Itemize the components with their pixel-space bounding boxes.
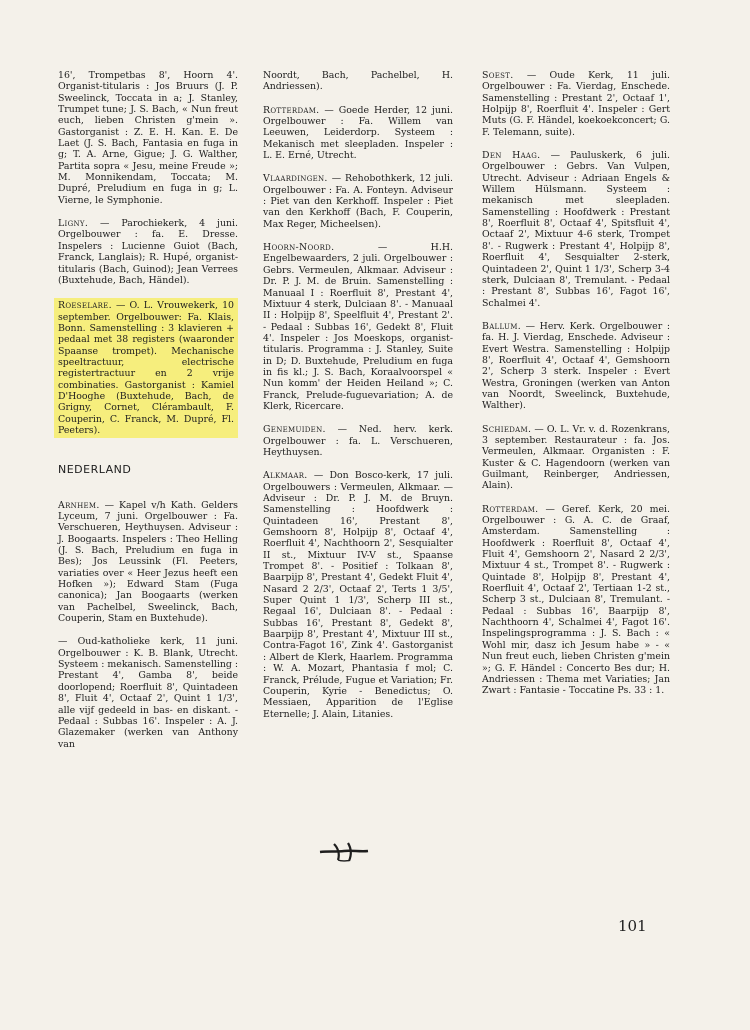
left-column [58,70,238,762]
entry-schiedam: Schiedam. — O. L. Vr. v. d. Rozenkrans, 3 september. Restaurateur : fa. Jos. Vermeulen, Alkmaar. Organisten : F. Kuster & C. Hagendoorn (werken van Guilmant, Reinberger, Andriessen, Alain). [482,423,670,492]
entry-ballum: Ballum. — Herv. Kerk. Orgelbouwer : fa. H. J. Vierdag, Enschede. Adviseur : Evert Westra. Samenstelling : Holpijp 8', Roerfluit 4', Octaaf 4', Gemshoorn 2', Scherp 3 sterk. Inspeler : Evert Westra, Groningen (werken van Anton van Noordt, Sweelinck, Buxtehude, Walther). [482,320,670,412]
entry-continuation: 16', Trompetbas 8', Hoorn 4'. Organist-titularis : Jos Bruurs (J. P. Sweelinck, Toccata in a; J. Stanley, Trumpet tune; J. S. Bach, « Nun freut euch, lieben Christen g'mein ». Gastorganist : Z. E. H. Kan. E. De Laet (J. S. Bach, Fantasia en fuga in g; T. A. Arne, Gigue; J. G. Walther, Partita sopra « Jesu, meine Freude »; M. Monnikendam, Toccata; M. Dupré, Preludium en fuga in g; L. Vierne, le Symphonie. [58,70,238,206]
entry-roeselare-highlighted: Roeselare. — O. L. Vrouwekerk, 10 september. Orgelbouwer: Fa. Klais, Bonn. Samenstelling : 3 klavieren + pedaal met 38 registers (waaronder Spaanse trompet). Mechanische speeltractuur, electrische registertractuur en 2 vrije combinaties. Gastorganist : Kamiel D'Hooghe (Buxtehude, Bach, de Grigny, Cornet, Clérambault, F. Couperin, C. Franck, M. Dupré, Fl. Peeters). [54,298,238,438]
entry-den-haag: Den Haag. — Pauluskerk, 6 juli. Orgelbouwer : Gebrs. Van Vulpen, Utrecht. Adviseur : Adriaan Engels & Willem Hülsmann. Systeem : mekanisch met sleepladen. Samenstelling : Hoofdwerk : Prestant 8', Roerfluit 8', Octaaf 4', Spitsfluit 4', Octaaf 2', Mixtuur 4-6 sterk, Trompet 8'. - Rugwerk : Prestant 4', Holpijp 8', Roerfluit 4', Sesquialter 2-sterk, Quintadeen 2', Quint 1 1/3', Scherp 3-4 sterk, Dulciaan 8', Tremulant. - Pedaal : Prestant 8', Subbas 16', Fagot 16', Schalmei 4'. [482,150,670,309]
ornament-icon [318,840,370,864]
entry-genemuiden: Genemuiden. — Ned. herv. kerk. Orgelbouwer : fa. L. Verschueren, Heythuysen. [263,424,453,458]
entry-soest: Soest. — Oude Kerk, 11 juli. Orgelbouwer : Fa. Vierdag, Enschede. Samenstelling : Prestant 2', Octaaf 1', Holpijp 8', Roerfluit 4'. Inspeler : Gert Muts (G. F. Händel, koekoekconcert; G. F. Telemann, suite). [482,70,670,138]
entry-ligny: Ligny. — Parochiekerk, 4 juni. Orgelbouwer : fa. E. Dresse. Inspelers : Lucienne Guiot (Bach, Franck, Langlais); R. Hupé, organist-titularis (Bach, Guinod); Jean Verrees (Buxtehude, Bach, Händel). [58,218,238,286]
entry-hoorn-noord: Hoorn-Noord. — H.H. Engelbewaarders, 2 juli. Orgelbouwer : Gebrs. Vermeulen, Alkmaar. Adviseur : Dr. P. J. M. de Bruin. Samenstelling : Manuaal I : Roerfluit 8', Prestant 4', Mixtuur 4 sterk, Dulciaan 8'. - Manuaal II : Holpijp 8', Speelfluit 4', Prestant 2'. - Pedaal : Subbas 16', Gedekt 8', Fluit 4'. Inspeler : Jos Moeskops, organist-titularis. Programma : J. Stanley, Suite in D; D. Buxtehude, Preludium en fuga in fis kl.; J. S. Bach, Koraalvoorspel « Nun komm' der Heiden Heiland »; C. Franck, Prelude-fuguevariation; A. de Klerk, Ricercare. [263,242,453,412]
middle-column [263,70,453,732]
entry-oud-katholieke-kerk: — Oud-katholieke kerk, 11 juni. Orgelbouwer : K. B. Blank, Utrecht. Systeem : mekanisch. Samenstelling : Prestant 4', Gamba 8', beide doorlopend; Roerfluit 8', Quintadeen 8', Fluit 4', Octaaf 2', Quint 1 1/3', alle vijf gedeeld in bas- en diskant. - Pedaal : Subbas 16'. Inspeler : A. J. Glazemaker (werken van Anthony van [58,636,238,750]
entry-rotterdam-goede-herder: Rotterdam. — Goede Herder, 12 juni. Orgelbouwer : Fa. Willem van Leeuwen, Leiderdorp. Systeem : Mekanisch met sleepladen. Inspeler : L. E. Erné, Utrecht. [263,104,453,162]
page-number: 101 [618,917,647,935]
entry-arnhem: Arnhem. — Kapel v/h Kath. Gelders Lyceum, 7 juni. Orgelbouwer : Fa. Verschueren, Heythuysen. Adviseur : J. Boogaarts. Inspelers : Theo Helling (J. S. Bach, Preludium en fuga in Bes); Jos Leussink (Fl. Peeters, variaties over « Heer Jezus heeft een Hofken »); Edward Stam (Fuga canonica); Jan Boogaarts (werken van Pachelbel, Sweelinck, Bach, Couperin, Stam en Buxtehude). [58,499,238,625]
entry-continuation-mid: Noordt, Bach, Pachelbel, H. Andriessen). [263,70,453,93]
entry-vlaardingen: Vlaardingen. — Rehobothkerk, 12 juli. Orgelbouwer : Fa. A. Fonteyn. Adviseur : Piet van den Kerkhoff. Inspeler : Piet van den Kerkhoff (Bach, F. Couperin, Max Reger, Micheelsen). [263,173,453,230]
entry-alkmaar: Alkmaar. — Don Bosco-kerk, 17 juli. Orgelbouwers : Vermeulen, Alkmaar. — Adviseur : Dr. P. J. M. de Bruyn. Samenstelling : Hoofdwerk : Quintadeen 16', Prestant 8', Gemshoorn 8', Holpijp 8', Octaaf 4', Roerfluit 4', Nachthoorn 2', Sesquialter II st., Mixtuur IV-V st., Spaanse Trompet 8'. - Positief : Tolkaan 8', Baarpijp 8', Prestant 4', Gedekt Fluit 4', Nasard 2 2/3', Octaaf 2', Terts 1 3/5', Super Quint 1 1/3', Scherp III st., Regaal 16', Dulciaan 8'. - Pedaal : Subbas 16', Prestant 8', Gedekt 8', Baarpijp 8', Prestant 4', Mixtuur III st., Contra-Fagot 16', Zink 4'. Gastorganist : Albert de Klerk, Haarlem. Programma : W. A. Mozart, Phantasia f mol; C. Franck, Prélude, Fugue et Variation; Fr. Couperin, Kyrie - Benedictus; O. Messiaen, Apparition de l'Eglise Eternelle; J. Alain, Litanies. [263,470,453,720]
entry-rotterdam-geref-kerk: Rotterdam. — Geref. Kerk, 20 mei. Orgelbouwer : G. A. C. de Graaf, Amsterdam. Samenstelling : Hoofdwerk : Roerfluit 8', Octaaf 4', Fluit 4', Gemshoorn 2', Nasard 2 2/3', Mixtuur 4 st., Trompet 8'. - Rugwerk : Quintade 8', Holpijp 8', Prestant 4', Roerfluit 4', Octaaf 2', Tertiaan 1-2 st., Scherp 3 st., Dulciaan 8', Tremulant. - Pedaal : Subbas 16', Baarpijp 8', Nachthoorn 4', Schalmei 4', Fagot 16'. Inspelingsprogramma : J. S. Bach : « Wohl mir, dasz ich Jesum habe » - « Nun freut euch, lieben Christen g'mein »; G. F. Händel : Concerto Bes dur; H. Andriessen : Thema met Variaties; Jan Zwart : Fantasie - Toccatine Ps. 33 : 1. [482,503,670,697]
section-heading-nederland: NEDERLAND [58,463,132,477]
right-column [482,70,670,709]
